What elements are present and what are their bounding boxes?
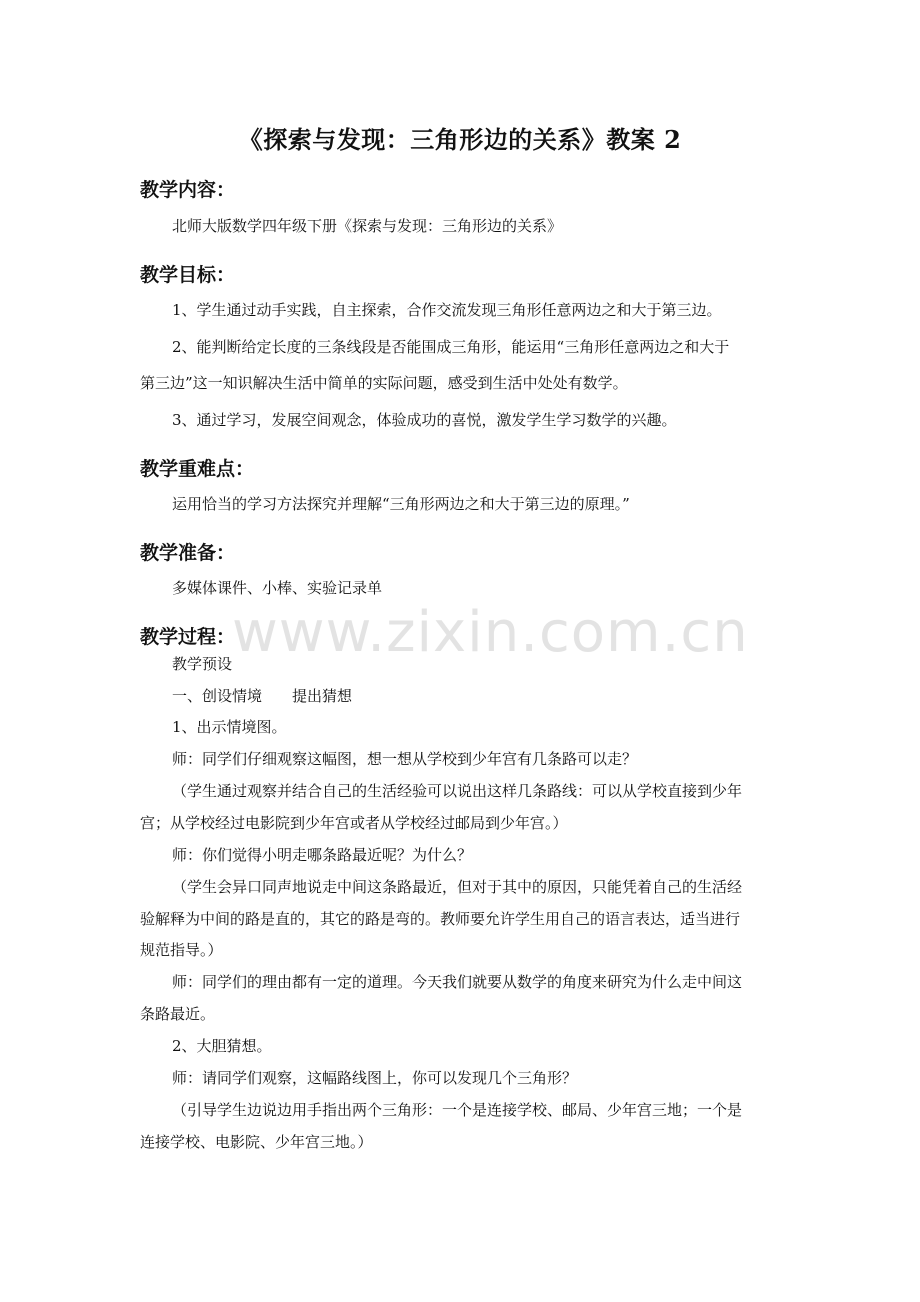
process-line: 1、出示情境图。 xyxy=(172,718,287,736)
heading-process: 教学过程： xyxy=(140,626,236,648)
process-line: （学生会异口同声地说走中间这条路最近，但对于其中的原因，只能凭着自己的生活经 xyxy=(172,878,743,896)
process-line: 宫；从学校经过电影院到少年宫或者从学校经过邮局到少年宫。） xyxy=(140,814,568,832)
heading-prep: 教学准备： xyxy=(140,542,236,564)
process-line: 条路最近。 xyxy=(140,1005,216,1023)
watermark: www.zixin.com.cn xyxy=(232,600,749,665)
heading-content: 教学内容： xyxy=(140,179,236,201)
goal-item-2: 2、能判断给定长度的三条线段是否能围成三角形，能运用“三角形任意两边之和大于 xyxy=(172,338,730,356)
process-line: 规范指导。） xyxy=(140,941,223,959)
process-line: 师：请同学们观察，这幅路线图上，你可以发现几个三角形？ xyxy=(172,1069,578,1087)
document-title: 《探索与发现：三角形边的关系》教案 2 xyxy=(238,125,682,154)
goal-item-3: 3、通过学习，发展空间观念，体验成功的喜悦，激发学生学习数学的兴趣。 xyxy=(172,411,677,429)
process-line: 师：同学们仔细观察这幅图，想一想从学校到少年宫有几条路可以走？ xyxy=(172,750,638,768)
process-line: 教学预设 xyxy=(172,655,233,673)
process-line: （引导学生边说边用手指出两个三角形：一个是连接学校、邮局、少年宫三地；一个是 xyxy=(172,1101,743,1119)
goal-item-1: 1、学生通过动手实践，自主探索，合作交流发现三角形任意两边之和大于第三边。 xyxy=(172,301,722,319)
prep-text: 多媒体课件、小棒、实验记录单 xyxy=(172,579,383,597)
process-line: 2、大胆猜想。 xyxy=(172,1037,272,1055)
process-line: 验解释为中间的路是直的，其它的路是弯的。教师要允许学生用自己的语言表达，适当进行 xyxy=(140,910,741,928)
process-line: 一、创设情境 提出猜想 xyxy=(172,687,353,705)
process-line: 师：同学们的理由都有一定的道理。今天我们就要从数学的角度来研究为什么走中间这 xyxy=(172,973,743,991)
heading-goals: 教学目标： xyxy=(140,264,236,286)
process-line: 连接学校、电影院、少年宫三地。） xyxy=(140,1133,373,1151)
goal-item-2-cont: 第三边”这一知识解决生活中简单的实际问题，感受到生活中处处有数学。 xyxy=(140,374,628,392)
keypoints-text: 运用恰当的学习方法探究并理解“三角形两边之和大于第三边的原理。” xyxy=(172,495,630,513)
process-line: （学生通过观察并结合自己的生活经验可以说出这样几条路线：可以从学校直接到少年 xyxy=(172,782,743,800)
content-text: 北师大版数学四年级下册《探索与发现：三角形边的关系》 xyxy=(172,217,563,235)
heading-keypoints: 教学重难点： xyxy=(140,458,255,480)
process-line: 师：你们觉得小明走哪条路最近呢？为什么？ xyxy=(172,846,473,864)
